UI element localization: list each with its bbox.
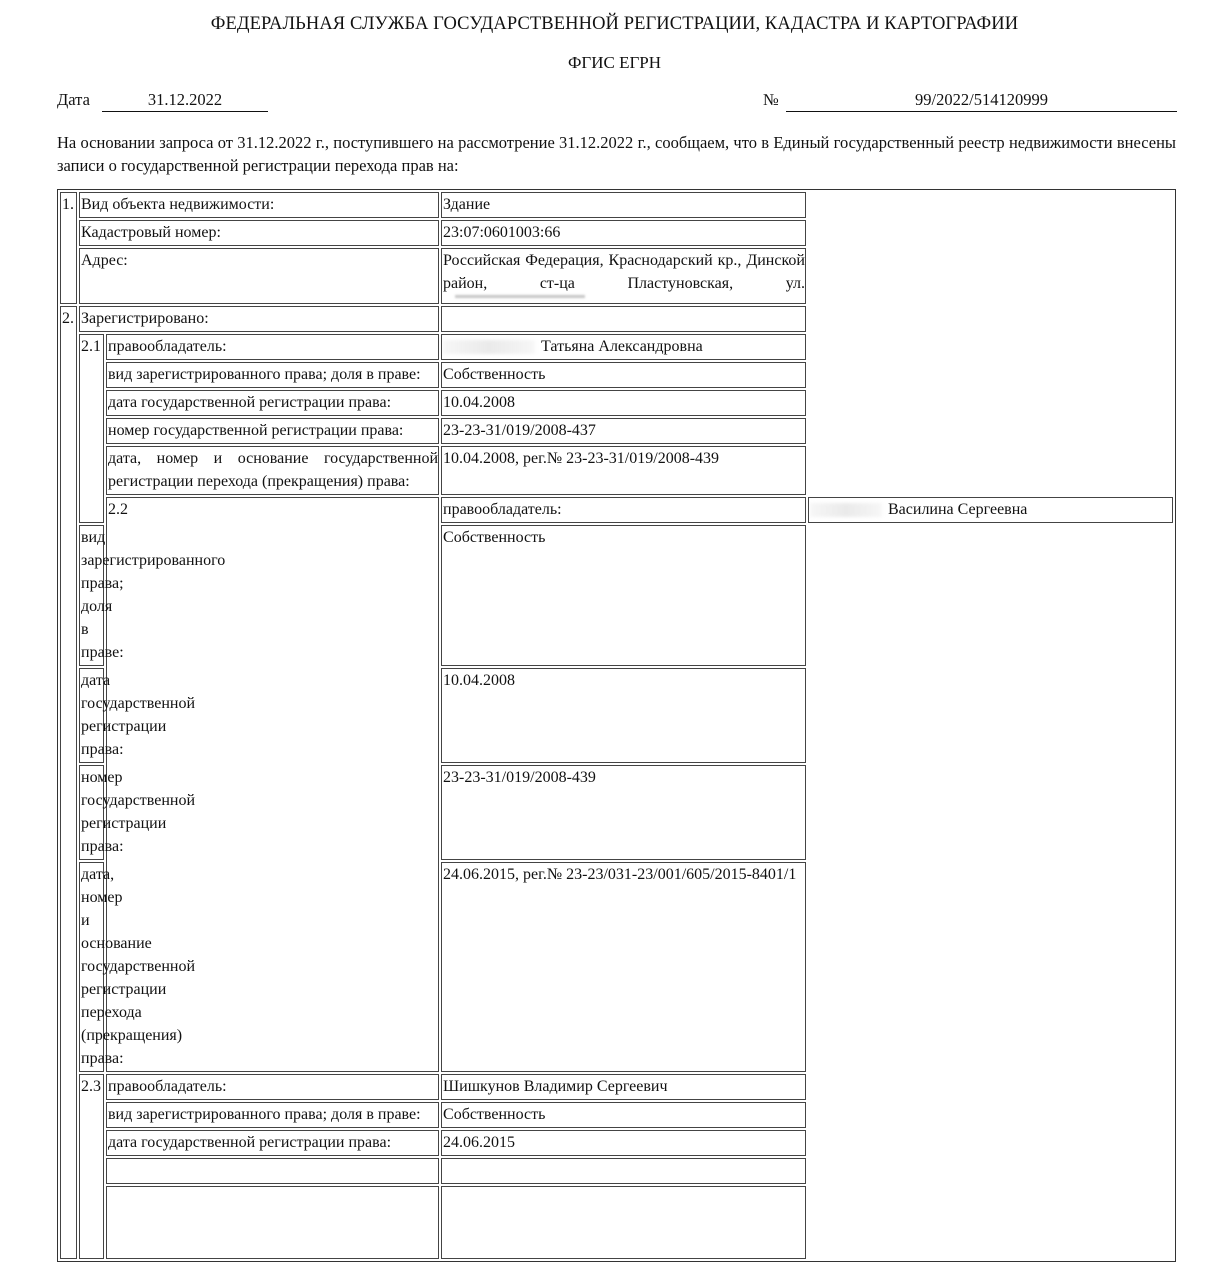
section-number: 1. xyxy=(60,192,77,304)
transfer-label: дата, номер и основание государственной регистрации перехода (прекращения) права: xyxy=(106,446,439,495)
reg-number-label: номер государственной регистрации права: xyxy=(79,765,104,860)
document-subtitle: ФГИС ЕГРН xyxy=(567,53,662,72)
intro-paragraph: На основании запроса от 31.12.2022 г., поступившего на рассмотрение 31.12.2022 г., сообщаем, что в Единый государственный реестр недвижимости внесены записи о государственной регистрации перехода прав на: xyxy=(57,133,1176,175)
reg-date-label: дата государственной регистрации права: xyxy=(79,668,104,763)
transfer-label xyxy=(106,1186,439,1259)
reg-date-value: 10.04.2008 xyxy=(441,668,806,763)
transfer-label: дата, номер и основание государственной регистрации перехода (прекращения) права: xyxy=(79,862,104,1072)
address-cell xyxy=(441,248,806,304)
table-row xyxy=(60,1158,1173,1184)
table-row xyxy=(60,1074,1173,1100)
table-row xyxy=(60,1130,1173,1156)
registered-value xyxy=(441,306,806,332)
object-type-label: Вид объекта недвижимости: xyxy=(79,192,439,218)
address-cut-line xyxy=(443,295,805,302)
holder-number: 2.2 xyxy=(106,497,439,1072)
holder-name: Татьяна Александровна xyxy=(541,338,703,355)
table-row xyxy=(60,390,1173,416)
cadastral-number-value: 23:07:0601003:66 xyxy=(441,220,806,246)
date-value: 31.12.2022 xyxy=(102,90,268,112)
table-row xyxy=(60,418,1173,444)
right-type-value: Собственность xyxy=(441,525,806,666)
reg-number-value: 23-23-31/019/2008-439 xyxy=(441,765,806,860)
right-type-value: Собственность xyxy=(441,362,806,388)
reg-date-value: 10.04.2008 xyxy=(441,390,806,416)
document-title: ФЕДЕРАЛЬНАЯ СЛУЖБА ГОСУДАРСТВЕННОЙ РЕГИСТРАЦИИ, КАДАСТРА И КАРТОГРАФИИ xyxy=(210,14,1019,34)
table-row xyxy=(60,446,1173,495)
table-row xyxy=(60,334,1173,360)
holder-name-cell xyxy=(441,334,806,360)
redacted-mark xyxy=(455,295,585,298)
registered-label: Зарегистрировано: xyxy=(79,306,439,332)
reg-date-label: дата государственной регистрации права: xyxy=(106,1130,439,1156)
holder-name: Василина Сергеевна xyxy=(888,501,1028,518)
redacted-surname xyxy=(810,503,882,517)
table-row xyxy=(60,362,1173,388)
holder-label: правообладатель: xyxy=(106,1074,439,1100)
table-row xyxy=(60,1102,1173,1128)
holder-label: правообладатель: xyxy=(441,497,806,523)
redacted-surname xyxy=(443,340,535,354)
table-row xyxy=(60,192,1173,218)
holder-number: 2.1 xyxy=(79,334,104,523)
table-row xyxy=(60,248,1173,304)
right-type-label: вид зарегистрированного права; доля в праве: xyxy=(106,362,439,388)
address-value: Российская Федерация, Краснодарский кр., Динской район, ст-ца Пластуновская, ул. xyxy=(443,252,805,292)
right-type-value: Собственность xyxy=(441,1102,806,1128)
registration-table xyxy=(57,189,1176,1262)
transfer-value: 24.06.2015, рег.№ 23-23/031-23/001/605/2015-8401/1 xyxy=(441,862,806,1072)
holder-number: 2.3 xyxy=(79,1074,104,1259)
number-value: 99/2022/514120999 xyxy=(786,90,1177,112)
holder-name-cell xyxy=(808,497,1173,523)
cadastral-number-label: Кадастровый номер: xyxy=(79,220,439,246)
reg-date-label: дата государственной регистрации права: xyxy=(106,390,439,416)
number-label: № xyxy=(763,90,779,109)
object-type-value: Здание xyxy=(441,192,806,218)
address-label: Адрес: xyxy=(79,248,439,304)
reg-date-value: 24.06.2015 xyxy=(441,1130,806,1156)
right-type-label: вид зарегистрированного права; доля в праве: xyxy=(79,525,104,666)
reg-number-value xyxy=(441,1158,806,1184)
table-row xyxy=(60,220,1173,246)
table-row xyxy=(60,497,1173,523)
holder-name: Шишкунов Владимир Сергеевич xyxy=(441,1074,806,1100)
transfer-value xyxy=(441,1186,806,1259)
reg-number-value: 23-23-31/019/2008-437 xyxy=(441,418,806,444)
date-label: Дата xyxy=(57,90,90,109)
table-row xyxy=(60,306,1173,332)
reg-number-label: номер государственной регистрации права: xyxy=(106,418,439,444)
table-row xyxy=(60,1186,1173,1259)
transfer-value: 10.04.2008, рег.№ 23-23-31/019/2008-439 xyxy=(441,446,806,495)
reg-number-label xyxy=(106,1158,439,1184)
section-number: 2. xyxy=(60,306,77,1259)
holder-label: правообладатель: xyxy=(106,334,439,360)
right-type-label: вид зарегистрированного права; доля в праве: xyxy=(106,1102,439,1128)
